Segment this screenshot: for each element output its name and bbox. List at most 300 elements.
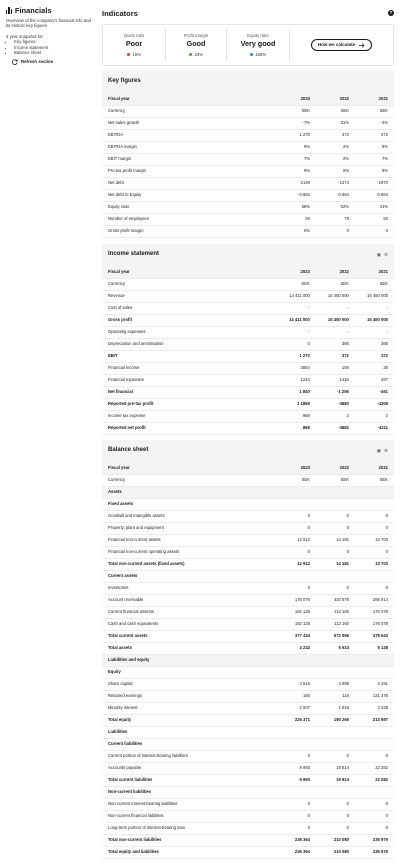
cell-value: 2% bbox=[316, 153, 355, 165]
cell-value: 372 bbox=[355, 350, 394, 362]
equity-ratio-label: Equity ratio bbox=[247, 33, 269, 39]
sidebar-title-text: Financials bbox=[14, 6, 52, 15]
row-label: Depreciation and amortisation bbox=[102, 338, 277, 350]
cell-value: 12 912 bbox=[277, 558, 316, 570]
status-dot-icon bbox=[127, 53, 131, 57]
cell-value: 0 bbox=[316, 510, 355, 522]
table-row bbox=[102, 129, 394, 141]
cell-value: -0.864 bbox=[355, 189, 394, 201]
column-header: 2022 bbox=[316, 93, 355, 105]
row-label: Income tax expense bbox=[102, 410, 277, 422]
row-label: Property, plant and equipment bbox=[102, 522, 277, 534]
cell-value bbox=[316, 486, 355, 498]
row-label: Revenue bbox=[102, 290, 277, 302]
cell-value: 372 bbox=[355, 129, 394, 141]
row-label: EBITDA bbox=[102, 129, 277, 141]
sidebar bbox=[6, 6, 92, 65]
cell-value: -0.862 bbox=[277, 189, 316, 201]
row-label: Gross profit margin bbox=[102, 225, 277, 237]
table-row bbox=[102, 606, 394, 618]
cell-value: 19 814 bbox=[316, 762, 355, 774]
row-label: Account receivable bbox=[102, 594, 277, 606]
snapshot-label: 3 year snapshot for: bbox=[6, 34, 44, 40]
cell-value bbox=[355, 738, 394, 750]
archive-icon[interactable]: ▣ bbox=[376, 252, 381, 258]
cell-value: 2% bbox=[316, 141, 355, 153]
row-label: Retained earnings bbox=[102, 690, 277, 702]
table-row bbox=[102, 225, 394, 237]
row-label: Total equity bbox=[102, 714, 277, 726]
row-label: Reported pre-tax profit bbox=[102, 398, 277, 410]
row-label: Net debt to Equity bbox=[102, 189, 277, 201]
table-header-row bbox=[102, 462, 394, 474]
cell-value bbox=[316, 498, 355, 510]
cell-value: 0 bbox=[277, 810, 316, 822]
cell-value: SEK bbox=[355, 474, 394, 486]
cell-value: 365 bbox=[355, 338, 394, 350]
table-row bbox=[102, 510, 394, 522]
table-row bbox=[102, 177, 394, 189]
row-label: Currency bbox=[102, 278, 277, 290]
table-row bbox=[102, 189, 394, 201]
cell-value: 1 1858 bbox=[277, 398, 316, 410]
cell-value: 2 bbox=[355, 410, 394, 422]
row-label: Pre-tax profit margin bbox=[102, 165, 277, 177]
balance-sheet-title: Balance sheet bbox=[108, 447, 149, 454]
cell-value: 116 bbox=[316, 690, 355, 702]
cell-value bbox=[355, 786, 394, 798]
table-row bbox=[102, 822, 394, 834]
cell-value: 52% bbox=[316, 201, 355, 213]
cell-value: 182 125 bbox=[277, 618, 316, 630]
cell-value bbox=[355, 570, 394, 582]
row-label: Long-term portion of interest-bearing loan bbox=[102, 822, 277, 834]
help-icon[interactable]: ? bbox=[389, 10, 393, 16]
cell-value: 5 128 bbox=[355, 642, 394, 654]
quick-ratio-label: Quick ratio bbox=[123, 33, 145, 39]
table-row bbox=[102, 582, 394, 594]
cell-value: 9% bbox=[277, 165, 316, 177]
table-row bbox=[102, 618, 394, 630]
cell-value: 9 993 bbox=[277, 762, 316, 774]
cell-value: 4 515 bbox=[277, 678, 316, 690]
table-row bbox=[102, 762, 394, 774]
cell-value bbox=[277, 666, 316, 678]
row-label: Minority interest bbox=[102, 702, 277, 714]
cell-value: 14 181 bbox=[316, 558, 355, 570]
cell-value: SEK bbox=[277, 278, 316, 290]
row-label: Equity bbox=[102, 666, 277, 678]
row-label: Fixed assets bbox=[102, 498, 277, 510]
cell-value: 210 080 bbox=[316, 846, 355, 858]
cta-label: How we calculate bbox=[317, 42, 356, 48]
cell-value bbox=[355, 654, 394, 666]
cell-value: 0 bbox=[355, 510, 394, 522]
table-row bbox=[102, 702, 394, 714]
settings-icon[interactable]: ⚙ bbox=[383, 252, 388, 258]
table-row bbox=[102, 117, 394, 129]
table-row bbox=[102, 201, 394, 213]
cell-value: SEK bbox=[316, 278, 355, 290]
cell-value: 131 476 bbox=[355, 690, 394, 702]
cell-value bbox=[277, 738, 316, 750]
cell-value: 0 bbox=[316, 546, 355, 558]
indicators-title: Indicators bbox=[102, 8, 138, 18]
status-dot-icon bbox=[250, 53, 254, 57]
cell-value: 236 364 bbox=[277, 846, 316, 858]
cell-value bbox=[277, 786, 316, 798]
profit-margin-indicator bbox=[166, 25, 226, 65]
indicators-card bbox=[102, 24, 394, 66]
cell-value: -1274 bbox=[316, 177, 355, 189]
row-label: Non-current liabilities bbox=[102, 786, 277, 798]
key-figures-table bbox=[102, 93, 394, 238]
table-row bbox=[102, 834, 394, 846]
cell-value: 0 bbox=[277, 750, 316, 762]
cell-value: 19 814 bbox=[316, 774, 355, 786]
section-list bbox=[14, 39, 92, 54]
equity-ratio-value: Very good bbox=[240, 39, 276, 49]
cell-value: 226 371 bbox=[277, 714, 316, 726]
column-header: Fiscal year bbox=[102, 462, 277, 474]
cell-value: 0 bbox=[316, 822, 355, 834]
row-label: Liabilities bbox=[102, 726, 277, 738]
table-row bbox=[102, 338, 394, 350]
cell-value: 1 918 bbox=[316, 702, 355, 714]
cell-value: 1244 bbox=[277, 374, 316, 386]
cell-value: -0.664 bbox=[316, 189, 355, 201]
cell-value: 2 507 bbox=[277, 702, 316, 714]
cell-value: 2 239 bbox=[355, 702, 394, 714]
table-row bbox=[102, 486, 394, 498]
row-label: Net debt bbox=[102, 177, 277, 189]
cell-value: 487 bbox=[355, 374, 394, 386]
cell-value bbox=[316, 666, 355, 678]
cell-value: SEK bbox=[355, 278, 394, 290]
row-label: Net financial bbox=[102, 386, 277, 398]
income-statement-table bbox=[102, 266, 394, 435]
cell-value: 41% bbox=[355, 201, 394, 213]
settings-icon[interactable]: ⚙ bbox=[383, 448, 388, 454]
cell-value bbox=[355, 726, 394, 738]
cell-value: 0 bbox=[277, 822, 316, 834]
cell-value: 0 bbox=[355, 798, 394, 810]
cell-value: 365 bbox=[316, 338, 355, 350]
row-label: Total current assets bbox=[102, 630, 277, 642]
table-row bbox=[102, 714, 394, 726]
cell-value: -1 256 bbox=[316, 386, 355, 398]
row-label: Goodwill and intangible assets bbox=[102, 510, 277, 522]
table-row bbox=[102, 594, 394, 606]
cell-value: 0 bbox=[355, 225, 394, 237]
table-row bbox=[102, 630, 394, 642]
cell-value bbox=[316, 570, 355, 582]
table-row bbox=[102, 810, 394, 822]
table-row bbox=[102, 654, 394, 666]
cell-value: 1 270 bbox=[277, 350, 316, 362]
row-label: Financial income bbox=[102, 362, 277, 374]
cell-value: -7% bbox=[277, 117, 316, 129]
cell-value: 235 979 bbox=[355, 834, 394, 846]
table-row bbox=[102, 302, 394, 314]
cell-value: 235 979 bbox=[355, 846, 394, 858]
table-row bbox=[102, 474, 394, 486]
row-label: Total non-current liabilities bbox=[102, 834, 277, 846]
cell-value bbox=[277, 486, 316, 498]
cell-value: 0 bbox=[277, 582, 316, 594]
cell-value: 0 bbox=[355, 750, 394, 762]
column-header: 2023 bbox=[277, 266, 316, 278]
cell-value: 372 bbox=[316, 129, 355, 141]
column-header: 2023 bbox=[277, 462, 316, 474]
income-statement-section bbox=[102, 244, 394, 435]
cell-value: 0 bbox=[316, 225, 355, 237]
cell-value: 210 080 bbox=[316, 834, 355, 846]
cell-value: 22 282 bbox=[355, 774, 394, 786]
key-figures-section bbox=[102, 71, 394, 238]
table-row bbox=[102, 386, 394, 398]
cell-value: 13 703 bbox=[355, 558, 394, 570]
cell-value: 8% bbox=[355, 141, 394, 153]
cell-value bbox=[277, 498, 316, 510]
cell-value: 4 291 bbox=[355, 678, 394, 690]
cell-value: 0 bbox=[316, 810, 355, 822]
cell-value: 0 bbox=[355, 522, 394, 534]
cell-value: 1 270 bbox=[277, 129, 316, 141]
table-row bbox=[102, 141, 394, 153]
table-row bbox=[102, 726, 394, 738]
sidebar-description: Overview of the company's financial info and its historic key figures bbox=[6, 18, 91, 29]
equity-ratio-pct: 165% bbox=[255, 51, 267, 57]
cell-value: 0 bbox=[316, 582, 355, 594]
cell-value: 112 160 bbox=[316, 618, 355, 630]
arrow-right-icon bbox=[359, 43, 365, 48]
cell-value: 0 bbox=[316, 798, 355, 810]
cell-value: 15 450 000 bbox=[316, 314, 355, 326]
cell-value: 159 bbox=[316, 362, 355, 374]
cell-value: 0 bbox=[355, 582, 394, 594]
quick-ratio-value: Poor bbox=[125, 39, 143, 49]
row-label: Equity ratio bbox=[102, 201, 277, 213]
cell-value bbox=[316, 738, 355, 750]
table-row bbox=[102, 846, 394, 858]
cell-value: SEK bbox=[277, 474, 316, 486]
cell-value bbox=[355, 486, 394, 498]
column-header: 2023 bbox=[277, 93, 316, 105]
cell-value bbox=[277, 726, 316, 738]
cell-value: 0 bbox=[355, 822, 394, 834]
quick-ratio-indicator bbox=[103, 25, 165, 65]
row-label: Reported net profit bbox=[102, 422, 277, 434]
row-label: EBIT margin bbox=[102, 153, 277, 165]
cell-value: 988 bbox=[277, 410, 316, 422]
cell-value: -461 bbox=[355, 386, 394, 398]
archive-icon[interactable]: ▣ bbox=[376, 448, 381, 454]
cell-value: 190 266 bbox=[316, 714, 355, 726]
cell-value: 0 bbox=[355, 810, 394, 822]
row-label: Currency bbox=[102, 105, 277, 117]
section-link-balance-sheet[interactable]: • Balance sheet bbox=[14, 50, 92, 55]
cell-value: 5 924 bbox=[316, 642, 355, 654]
row-label: Cost of sales bbox=[102, 302, 277, 314]
cell-value bbox=[277, 654, 316, 666]
row-label: Liabilities and equity bbox=[102, 654, 277, 666]
cell-value: 0 bbox=[277, 510, 316, 522]
row-label: Current financial assests bbox=[102, 606, 277, 618]
cell-value bbox=[355, 498, 394, 510]
cell-value: 82 bbox=[355, 213, 394, 225]
table-row bbox=[102, 314, 394, 326]
cell-value: - bbox=[355, 326, 394, 338]
cell-value: 1 840 bbox=[277, 386, 316, 398]
column-header: 2021 bbox=[355, 93, 394, 105]
row-label: Share capital bbox=[102, 678, 277, 690]
row-label: Non-current financial liabilities bbox=[102, 810, 277, 822]
row-label: Assets bbox=[102, 486, 277, 498]
cell-value: - bbox=[277, 326, 316, 338]
row-label: Financial non-current assets bbox=[102, 534, 277, 546]
table-row bbox=[102, 678, 394, 690]
status-dot-icon bbox=[189, 53, 193, 57]
cell-value: 0 bbox=[316, 750, 355, 762]
cell-value: 0% bbox=[277, 225, 316, 237]
cell-value: 84 bbox=[277, 213, 316, 225]
cell-value: 176 078 bbox=[355, 606, 394, 618]
cell-value: -4311 bbox=[355, 422, 394, 434]
refresh-section-button[interactable] bbox=[12, 59, 92, 65]
row-label: Current portion of interest-bearing liabilities bbox=[102, 750, 277, 762]
table-row bbox=[102, 558, 394, 570]
cell-value: - bbox=[277, 302, 316, 314]
cell-value: 7% bbox=[355, 153, 394, 165]
column-header: 2022 bbox=[316, 462, 355, 474]
cell-value: 176 076 bbox=[277, 594, 316, 606]
table-row bbox=[102, 666, 394, 678]
cell-value: 182 125 bbox=[277, 606, 316, 618]
cell-value bbox=[355, 666, 394, 678]
cell-value: 0 bbox=[277, 338, 316, 350]
row-label: Currency bbox=[102, 474, 277, 486]
income-statement-title: Income statement bbox=[108, 251, 160, 258]
balance-sheet-section bbox=[102, 440, 394, 859]
cell-value: 165 bbox=[277, 690, 316, 702]
cta-area bbox=[290, 25, 393, 65]
cell-value: 2 bbox=[316, 410, 355, 422]
cell-value: SEK bbox=[277, 105, 316, 117]
cell-value: -2140 bbox=[277, 177, 316, 189]
cell-value: 372 bbox=[316, 350, 355, 362]
cell-value: 15 450 000 bbox=[355, 290, 394, 302]
cell-value: 14 411 000 bbox=[277, 314, 316, 326]
cell-value: 0% bbox=[316, 165, 355, 177]
cell-value: -3680 bbox=[316, 398, 355, 410]
row-label: Current assets bbox=[102, 570, 277, 582]
cell-value: 1415 bbox=[316, 374, 355, 386]
cell-value: SEK bbox=[316, 105, 355, 117]
table-row bbox=[102, 290, 394, 302]
table-row bbox=[102, 786, 394, 798]
row-label: EBITDA margin bbox=[102, 141, 277, 153]
cell-value bbox=[316, 654, 355, 666]
cell-value: 78 bbox=[316, 213, 355, 225]
column-header: 2021 bbox=[355, 266, 394, 278]
cell-value: 286 914 bbox=[355, 594, 394, 606]
cell-value: 377 434 bbox=[277, 630, 316, 642]
how-we-calculate-button[interactable] bbox=[311, 39, 372, 51]
cell-value: - bbox=[316, 302, 355, 314]
table-row bbox=[102, 422, 394, 434]
table-row bbox=[102, 213, 394, 225]
row-label: Total current liabilities bbox=[102, 774, 277, 786]
column-header: Fiscal year bbox=[102, 93, 277, 105]
cell-value: 15 450 000 bbox=[316, 290, 355, 302]
table-row bbox=[102, 798, 394, 810]
profit-margin-label: Profit margin bbox=[183, 33, 209, 39]
row-label: Total assets bbox=[102, 642, 277, 654]
cell-value: 213 697 bbox=[355, 714, 394, 726]
equity-ratio-indicator bbox=[227, 25, 289, 65]
cell-value: -3682 bbox=[316, 422, 355, 434]
table-header-row bbox=[102, 266, 394, 278]
table-row bbox=[102, 374, 394, 386]
table-row bbox=[102, 570, 394, 582]
table-row bbox=[102, 326, 394, 338]
row-label: Total non-current assets (fixed assets) bbox=[102, 558, 277, 570]
cell-value bbox=[316, 786, 355, 798]
cell-value: 22 282 bbox=[355, 762, 394, 774]
table-row bbox=[102, 690, 394, 702]
column-header: Fiscal year bbox=[102, 266, 277, 278]
cell-value bbox=[316, 726, 355, 738]
table-row bbox=[102, 410, 394, 422]
balance-sheet-table bbox=[102, 462, 394, 859]
table-row bbox=[102, 522, 394, 534]
section-link-income-statement[interactable]: • Income statement bbox=[14, 45, 92, 50]
section-link-key-figures[interactable]: • Key figures bbox=[14, 39, 92, 44]
row-label: Financial non-current operating assets bbox=[102, 546, 277, 558]
table-row bbox=[102, 546, 394, 558]
row-label: Operating expenses bbox=[102, 326, 277, 338]
indicators-panel bbox=[102, 6, 394, 66]
row-label: Current liabilities bbox=[102, 738, 277, 750]
table-row bbox=[102, 534, 394, 546]
cell-value: 9% bbox=[355, 165, 394, 177]
cell-value: 572 956 bbox=[316, 630, 355, 642]
row-label: Non-current interest-bearing liabilities bbox=[102, 798, 277, 810]
table-row bbox=[102, 498, 394, 510]
table-header-row bbox=[102, 93, 394, 105]
cell-value: 112 160 bbox=[316, 606, 355, 618]
refresh-icon bbox=[12, 59, 18, 65]
quick-ratio-pct: 16% bbox=[132, 51, 142, 57]
cell-value: 236 364 bbox=[277, 834, 316, 846]
cell-value: 0 bbox=[355, 546, 394, 558]
bar-chart-icon bbox=[6, 7, 12, 14]
table-row bbox=[102, 738, 394, 750]
cell-value: SEK bbox=[316, 474, 355, 486]
cell-value: 13 703 bbox=[355, 534, 394, 546]
sidebar-title bbox=[6, 6, 92, 15]
row-label: EBIT bbox=[102, 350, 277, 362]
table-row bbox=[102, 153, 394, 165]
key-figures-title: Key figures bbox=[108, 78, 141, 85]
cell-value: -4309 bbox=[355, 398, 394, 410]
column-header: 2021 bbox=[355, 462, 394, 474]
table-row bbox=[102, 165, 394, 177]
cell-value: 31% bbox=[316, 117, 355, 129]
row-label: Number of employees bbox=[102, 213, 277, 225]
cell-value: 58% bbox=[277, 201, 316, 213]
